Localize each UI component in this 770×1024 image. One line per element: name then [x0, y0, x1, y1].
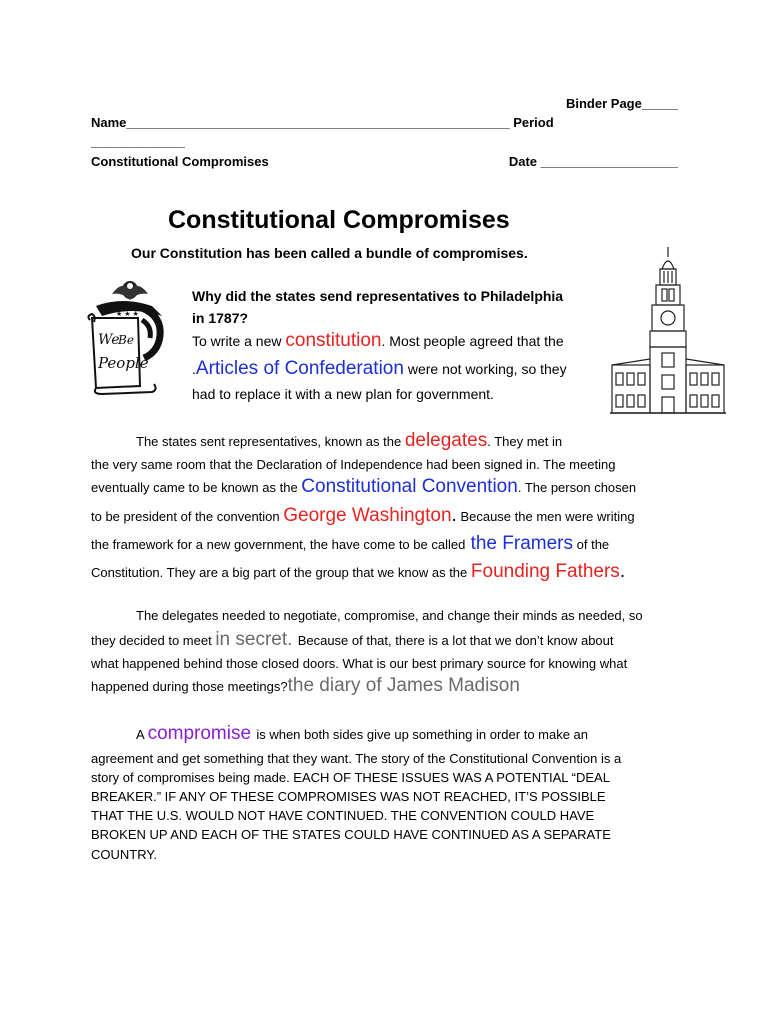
page-subtitle: Our Constitution has been called a bundle of compromises.: [131, 245, 528, 261]
p3-line-3: story of compromises being made. EACH OF THESE ISSUES WAS A POTENTIAL “DEAL: [91, 770, 610, 785]
p2-line-1: The delegates needed to negotiate, compromise, and change their minds as needed, so: [136, 608, 643, 623]
p3-line-6: BROKEN UP AND EACH OF THE STATES COULD HAVE CONTINUED AS A SEPARATE: [91, 827, 611, 842]
name-period-field: Name_____________________________________________________ Period: [91, 115, 554, 130]
answer-madison: the diary of James Madison: [287, 675, 520, 696]
svg-text:We: We: [98, 332, 120, 348]
p3-line-4: BREAKER.” IF ANY OF THESE COMPROMISES WAS NOT REACHED, IT’S POSSIBLE: [91, 789, 606, 804]
date-field: Date ___________________: [508, 154, 678, 169]
answer-convention: Constitutional Convention: [301, 476, 518, 497]
subject-label: Constitutional Compromises: [91, 154, 269, 169]
answer-founding-fathers: Founding Fathers: [470, 561, 620, 582]
page-title: Constitutional Compromises: [168, 206, 510, 234]
svg-text:People: People: [98, 354, 149, 372]
p1-line-5: the framework for a new government, the have come to be called the Framers of the: [91, 533, 610, 554]
binder-page-field: Binder Page_____: [565, 96, 678, 111]
independence-hall-image: [610, 245, 726, 417]
question-line-1: Why did the states send representatives to Philadelphia: [192, 288, 564, 304]
answer-line-1: To write a new constitution. Most people agreed that the: [192, 330, 564, 351]
p2-line-3: what happened behind those closed doors. What is our best primary source for knowing what: [91, 656, 628, 671]
p2-line-4: happened during those meetings?the diary of James Madison: [91, 675, 520, 696]
answer-secret: in secret.: [215, 629, 298, 650]
answer-articles: Articles of Confederation: [195, 358, 404, 379]
answer-constitution: constitution: [285, 330, 382, 351]
p3-line-2: agreement and get something that they want. The story of the Constitutional Convention is a: [91, 751, 622, 766]
p3-line-7: COUNTRY.: [91, 847, 157, 862]
p3-line-1: A compromise is when both sides give up something in order to make an: [136, 723, 589, 744]
p1-line-1: The states sent representatives, known as the delegates. They met in: [136, 430, 563, 451]
we-the-people-image: [82, 276, 182, 400]
svg-text:★ ★ ★: ★ ★ ★: [116, 311, 139, 318]
p1-line-3: eventually came to be known as the Constitutional Convention. The person chosen: [91, 476, 637, 497]
answer-delegates: delegates: [404, 430, 488, 451]
answer-compromise: compromise: [147, 723, 257, 744]
svg-text:Be: Be: [118, 333, 134, 347]
answer-framers: the Framers: [465, 533, 574, 554]
p3-line-5: THAT THE U.S. WOULD NOT HAVE CONTINUED. THE CONVENTION COULD HAVE: [91, 808, 595, 823]
answer-line-2: .Articles of Confederation were not working, so they: [192, 358, 567, 379]
p1-line-6: Constitution. They are a big part of the group that we know as the Founding Fathers.: [91, 561, 626, 582]
p1-line-2: the very same room that the Declaration of Independence had been signed in. The meeting: [91, 457, 616, 472]
p2-line-2: they decided to meet in secret. Because of that, there is a lot that we don’t know about: [91, 629, 614, 650]
answer-line-3: had to replace it with a new plan for government.: [192, 386, 494, 402]
question-line-2: in 1787?: [192, 310, 249, 326]
eagle-icon: [112, 281, 148, 300]
answer-washington: George Washington: [283, 505, 452, 526]
p1-line-4: to be president of the convention George Washington. Because the men were writing: [91, 505, 635, 526]
period-blank: _____________: [91, 134, 185, 149]
